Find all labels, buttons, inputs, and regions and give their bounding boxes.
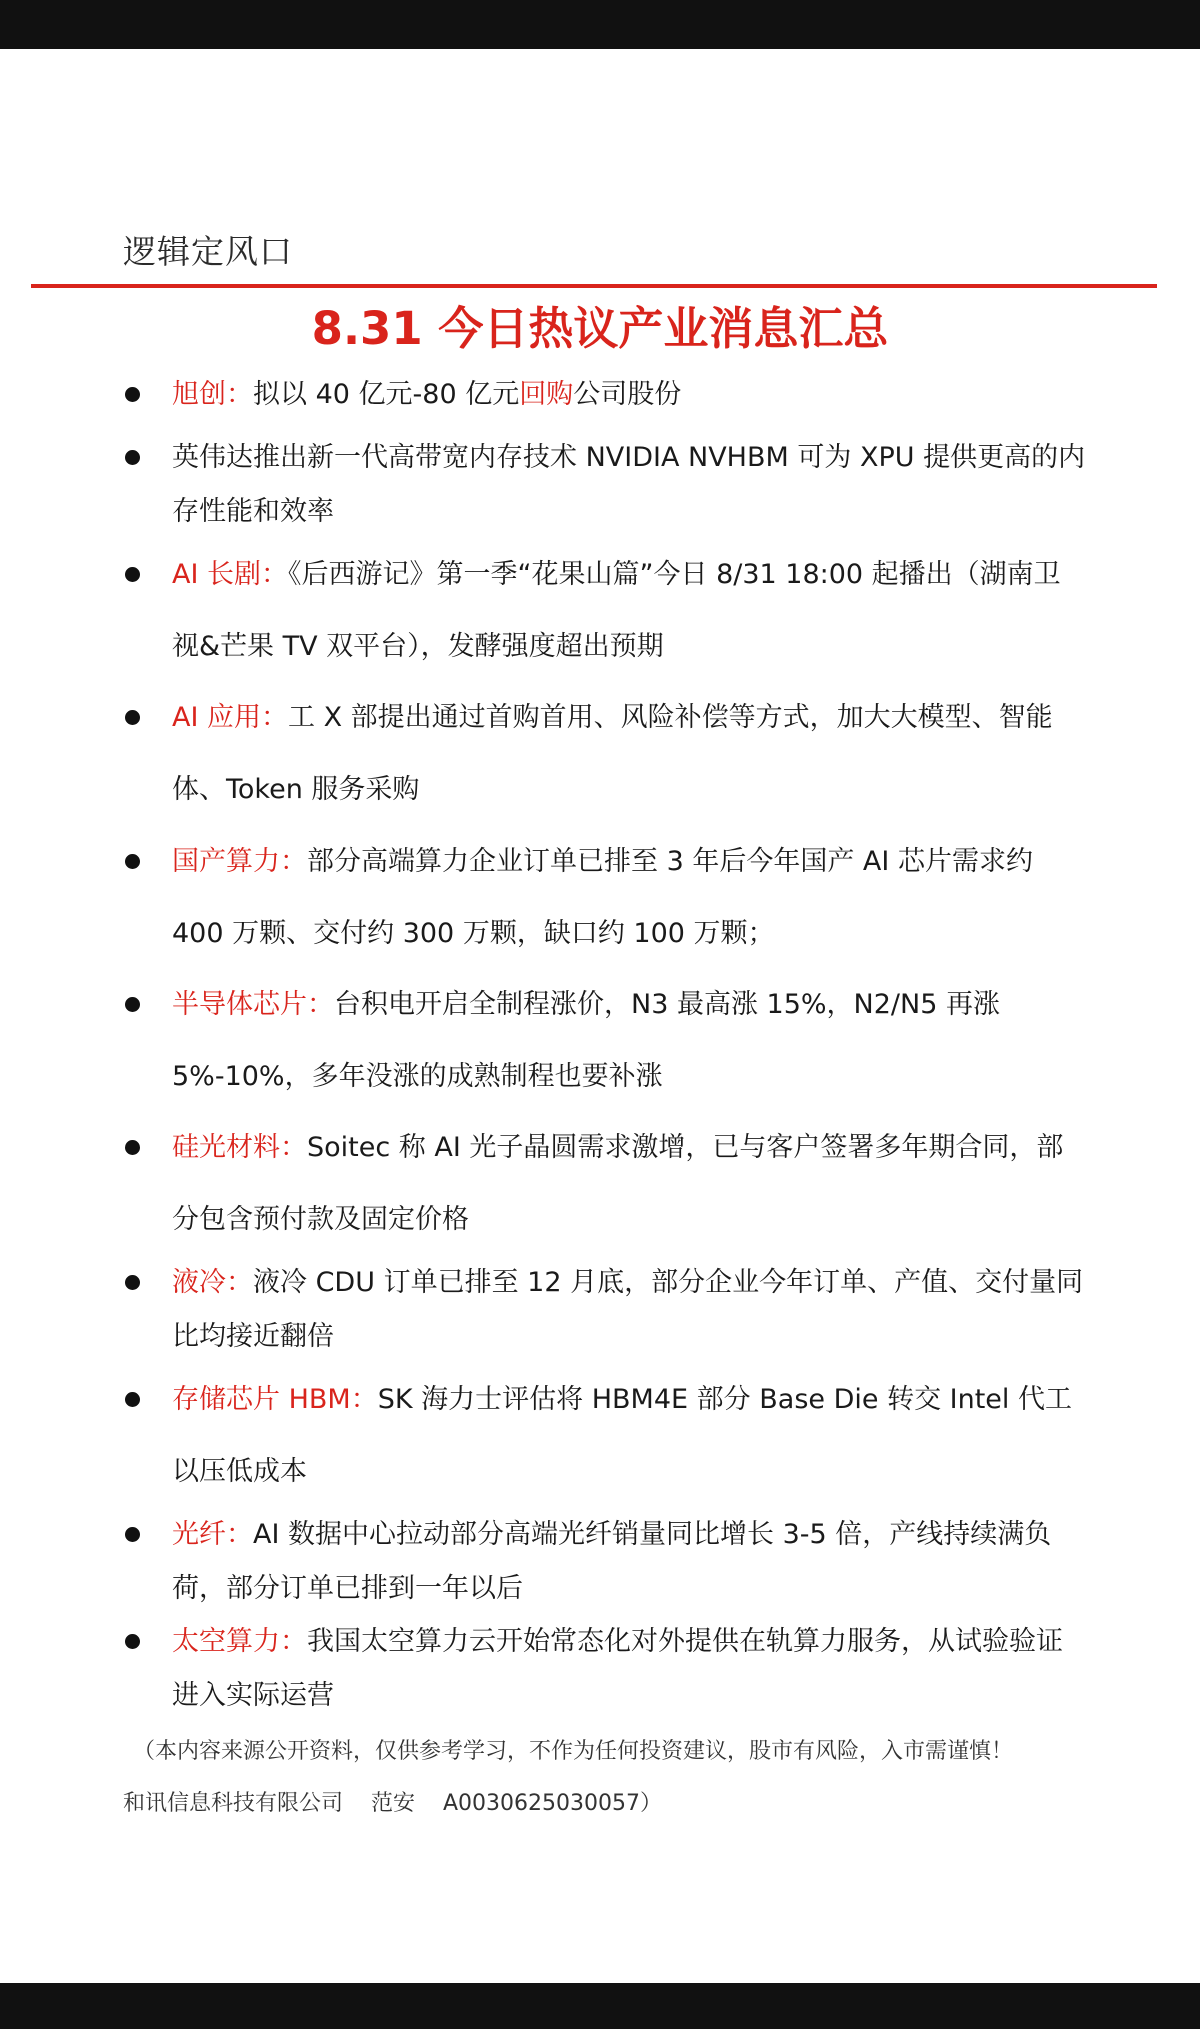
news-item-semiconductor (172, 969, 1087, 1113)
news-text: 工 X 部提出通过首购首用、风险补偿等方式，加大大模型、智能体、Token 服务采购 (172, 702, 1053, 805)
news-text-tail: 公司股份 (573, 379, 682, 410)
news-text: AI 数据中心拉动部分高端光纤销量同比增长 3-5 倍，产线持续满负荷，部分订单已排到一年以后 (172, 1519, 1052, 1604)
news-tag: 旭创： (172, 379, 253, 410)
news-text: Soitec 称 AI 光子晶圆需求激增，已与客户签署多年期合同，部分包含预付款及固定价格 (172, 1132, 1064, 1235)
bullet-icon (125, 1527, 140, 1542)
news-tag: 太空算力： (172, 1626, 307, 1657)
news-item-ai-application (172, 682, 1087, 826)
bullet-icon (125, 450, 140, 465)
news-item-hbm (172, 1364, 1087, 1508)
news-item-optical-fiber (172, 1508, 1087, 1616)
company-line: 和讯信息科技有限公司 范安 A0030625030057） (123, 1791, 662, 1816)
page-title: 8.31 今日热议产业消息汇总 (311, 302, 889, 355)
news-text: 拟以 40 亿元-80 亿元 (253, 379, 520, 410)
news-text: 我国太空算力云开始常态化对外提供在轨算力服务，从试验验证进入实际运营 (172, 1626, 1063, 1711)
news-item-xuchuang (172, 368, 1087, 422)
disclaimer-text: （本内容来源公开资料，仅供参考学习，不作为任何投资建议，股市有风险，入市需谨慎！ (133, 1739, 1014, 1764)
bullet-icon (125, 997, 140, 1012)
news-text: 台积电开启全制程涨价，N3 最高涨 15%，N2/N5 再涨 5%-10%，多年没涨的成熟制程也要补涨 (172, 989, 1000, 1092)
news-tag: 光纤： (172, 1519, 253, 1550)
bullet-icon (125, 1634, 140, 1649)
news-tag: AI 长剧： (172, 559, 289, 590)
news-text: 液冷 CDU 订单已排至 12 月底，部分企业今年订单、产值、交付量同比均接近翻倍 (172, 1267, 1084, 1352)
bottom-black-bar (0, 1983, 1200, 2029)
news-tag: 国产算力： (172, 846, 307, 877)
news-item-space-compute (172, 1615, 1087, 1723)
news-text: 《后西游记》第一季“花果山篇”今日 8/31 18:00 起播出（湖南卫视&芒果 TV 双平台），发酵强度超出预期 (172, 559, 1061, 662)
news-tag: 半导体芯片： (172, 989, 334, 1020)
news-item-domestic-compute (172, 826, 1087, 970)
news-tag: 硅光材料： (172, 1132, 307, 1163)
bullet-icon (125, 1140, 140, 1155)
bullet-icon (125, 854, 140, 869)
news-text: SK 海力士评估将 HBM4E 部分 Base Die 转交 Intel 代工以压低成本 (172, 1384, 1073, 1487)
bullet-icon (125, 387, 140, 402)
news-item-nvidia (172, 431, 1087, 539)
news-text: 部分高端算力企业订单已排至 3 年后今年国产 AI 芯片需求约 400 万颗、交付约 300 万颗，缺口约 100 万颗； (172, 846, 1033, 949)
bullet-icon (125, 567, 140, 582)
news-highlight: 回购 (519, 379, 574, 410)
news-tag: AI 应用： (172, 702, 289, 733)
news-tag: 存储芯片 HBM： (172, 1384, 378, 1415)
bullet-icon (125, 1275, 140, 1290)
brand-title: 逻辑定风口 (123, 232, 293, 271)
news-item-silicon-photonics (172, 1112, 1087, 1256)
news-text: 英伟达推出新一代高带宽内存技术 NVIDIA NVHBM 可为 XPU 提供更高的内存性能和效率 (172, 442, 1086, 527)
news-tag: 液冷： (172, 1267, 253, 1298)
bullet-icon (125, 1392, 140, 1407)
news-item-ai-drama (172, 539, 1087, 683)
news-item-liquid-cooling (172, 1256, 1087, 1364)
bullet-icon (125, 710, 140, 725)
